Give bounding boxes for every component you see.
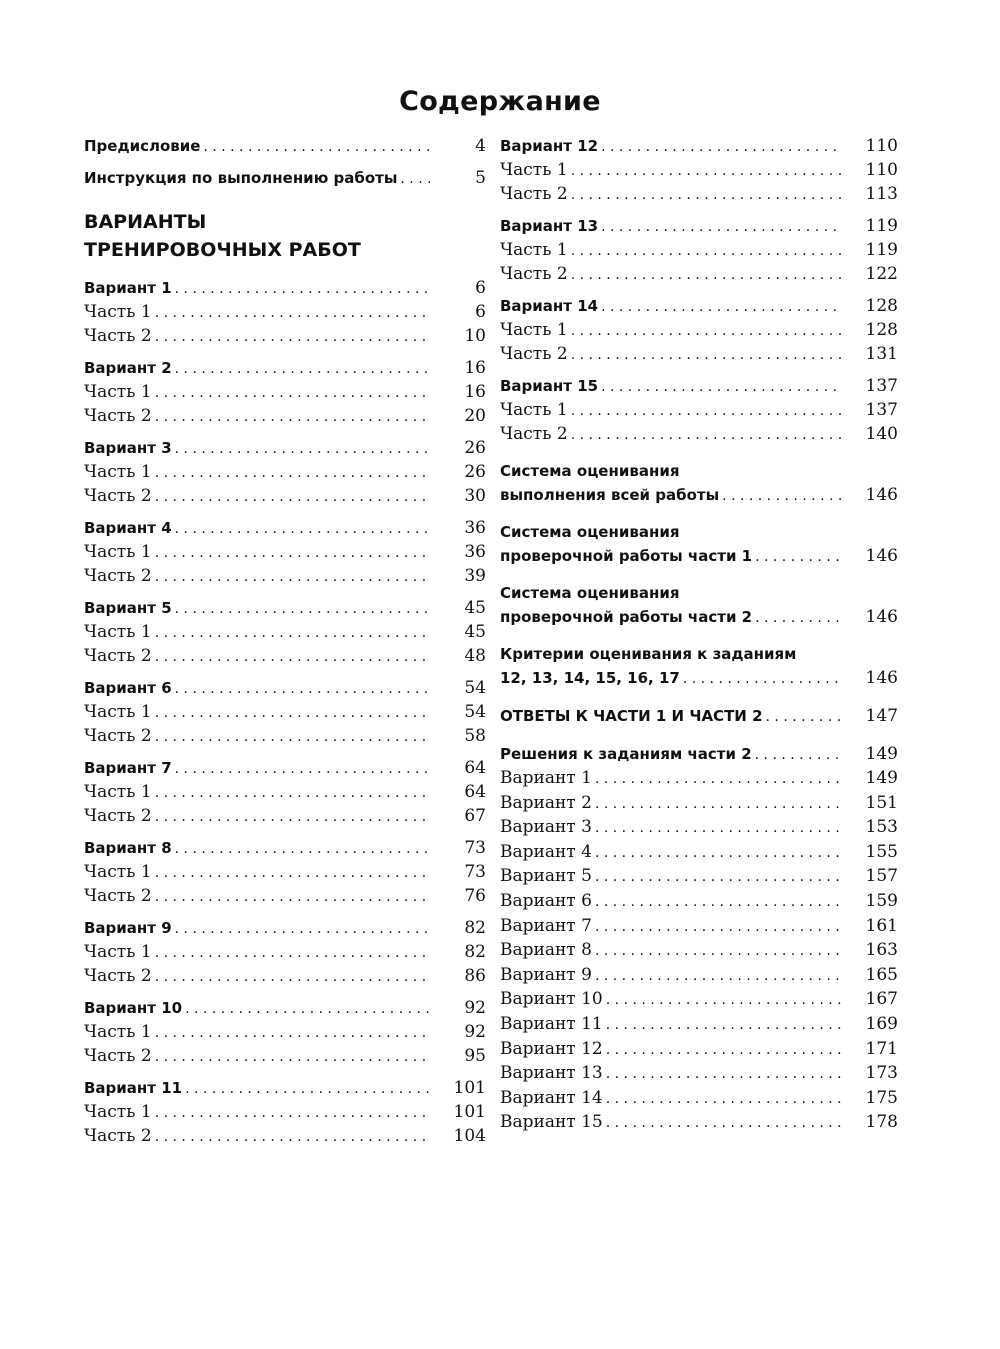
toc-entry-part[interactable] bbox=[84, 484, 486, 508]
toc-entry-part-label: Часть 2 bbox=[500, 424, 568, 444]
toc-entry-solution-variant-page: 159 bbox=[865, 890, 898, 911]
toc-entry-solution-variant-page: 157 bbox=[865, 866, 898, 887]
dot-leader bbox=[155, 861, 430, 885]
toc-entry-variant[interactable] bbox=[84, 1076, 486, 1100]
toc-entry-variant-label: Вариант 14 bbox=[500, 297, 599, 315]
toc-entry-grading-all-page: 146 bbox=[865, 485, 898, 505]
toc-entry-preface-label: Предисловие bbox=[84, 137, 201, 155]
section-heading-line: ВАРИАНТЫ bbox=[84, 211, 207, 233]
dot-leader bbox=[722, 484, 842, 508]
toc-entry-solution-variant-page: 165 bbox=[865, 964, 898, 985]
toc-entry-solutions[interactable] bbox=[500, 742, 898, 766]
toc-entry-solution-variant-label: Вариант 12 bbox=[500, 1038, 603, 1059]
toc-entry-part-page: 36 bbox=[464, 542, 486, 562]
dot-leader bbox=[571, 239, 842, 263]
toc-entry-solution-variant-page: 161 bbox=[865, 915, 898, 936]
dot-leader bbox=[155, 325, 430, 349]
toc-entry-variant-label: Вариант 8 bbox=[84, 839, 172, 857]
toc-entry-variant-label: Вариант 1 bbox=[84, 279, 172, 297]
toc-entry-part-page: 73 bbox=[464, 862, 486, 882]
toc-entry-part-label: Часть 1 bbox=[84, 382, 152, 402]
toc-entry-part-page: 58 bbox=[464, 726, 486, 746]
toc-entry-variant-page: 82 bbox=[464, 918, 486, 938]
toc-entry-grading-all-line1: Система оценивания bbox=[500, 462, 680, 480]
toc-entry-variant-page: 137 bbox=[865, 376, 898, 396]
toc-entry-part-page: 39 bbox=[464, 566, 486, 586]
toc-entry-solution-variant-page: 153 bbox=[865, 817, 898, 838]
toc-entry-solution-variant[interactable] bbox=[500, 840, 898, 865]
toc-entry-solution-variant[interactable] bbox=[500, 766, 898, 791]
toc-entry-solution-variant-page: 178 bbox=[865, 1112, 898, 1133]
dot-leader bbox=[155, 621, 430, 645]
dot-leader bbox=[175, 357, 430, 381]
dot-leader bbox=[155, 1125, 430, 1149]
toc-entry-part[interactable] bbox=[84, 324, 486, 348]
dot-leader bbox=[601, 215, 842, 239]
toc-entry-part-page: 95 bbox=[464, 1046, 486, 1066]
toc-entry-variant[interactable] bbox=[500, 214, 898, 238]
toc-entry-solution-variant-label: Вариант 2 bbox=[500, 792, 592, 813]
toc-entry-answers-page: 147 bbox=[865, 706, 898, 726]
dot-leader bbox=[606, 1038, 842, 1063]
toc-entry-solution-variant-label: Вариант 15 bbox=[500, 1112, 603, 1133]
toc-entry-part-page: 48 bbox=[464, 646, 486, 666]
toc-entry-part-page: 110 bbox=[865, 160, 898, 180]
dot-leader bbox=[595, 816, 842, 841]
toc-entry-part-page: 67 bbox=[464, 806, 486, 826]
toc-entry-preface[interactable] bbox=[84, 134, 486, 158]
dot-leader bbox=[606, 1111, 842, 1136]
dot-leader bbox=[595, 792, 842, 817]
dot-leader bbox=[595, 915, 842, 940]
toc-entry-answers-label: ОТВЕТЫ К ЧАСТИ 1 И ЧАСТИ 2 bbox=[500, 707, 763, 725]
toc-entry-part-label: Часть 2 bbox=[84, 326, 152, 346]
dot-leader bbox=[606, 1087, 842, 1112]
toc-entry-grading-part1[interactable] bbox=[500, 544, 898, 568]
toc-entry-solution-variant-page: 169 bbox=[865, 1013, 898, 1034]
toc-entry-part-label: Часть 1 bbox=[84, 1022, 152, 1042]
dot-leader bbox=[155, 781, 430, 805]
dot-leader bbox=[155, 805, 430, 829]
dot-leader bbox=[155, 405, 430, 429]
dot-leader bbox=[571, 319, 842, 343]
dot-leader bbox=[571, 263, 842, 287]
toc-entry-variant-label: Вариант 7 bbox=[84, 759, 172, 777]
toc-entry-part-label: Часть 2 bbox=[84, 886, 152, 906]
toc-entry-solution-variant-label: Вариант 4 bbox=[500, 841, 592, 862]
toc-entry-solution-variant[interactable] bbox=[500, 1086, 898, 1111]
dot-leader bbox=[155, 1101, 430, 1125]
toc-entry-variant-page: 6 bbox=[475, 278, 486, 298]
dot-leader bbox=[766, 705, 842, 729]
dot-leader bbox=[400, 167, 430, 191]
toc-entry-variant-label: Вариант 3 bbox=[84, 439, 172, 457]
toc-entry-part-page: 140 bbox=[865, 424, 898, 444]
toc-entry-variant[interactable] bbox=[84, 596, 486, 620]
toc-entry-part[interactable] bbox=[84, 644, 486, 668]
toc-entry-part-page: 82 bbox=[464, 942, 486, 962]
toc-left-column bbox=[84, 134, 486, 1148]
toc-entry-part-label: Часть 1 bbox=[84, 622, 152, 642]
toc-entry-part-label: Часть 2 bbox=[500, 264, 568, 284]
toc-entry-part[interactable] bbox=[84, 404, 486, 428]
toc-entry-part[interactable] bbox=[84, 700, 486, 724]
toc-entry-part-label: Часть 2 bbox=[84, 646, 152, 666]
toc-entry-part[interactable] bbox=[84, 884, 486, 908]
toc-entry-solution-variant-page: 173 bbox=[865, 1063, 898, 1084]
toc-entry-variant-page: 54 bbox=[464, 678, 486, 698]
toc-entry-part[interactable] bbox=[500, 182, 898, 206]
toc-entry-solution-variant-label: Вариант 7 bbox=[500, 915, 592, 936]
toc-entry-solution-variant-label: Вариант 8 bbox=[500, 940, 592, 961]
toc-entry-criteria[interactable] bbox=[500, 666, 898, 690]
toc-right-column bbox=[500, 134, 898, 1135]
dot-leader bbox=[683, 667, 842, 691]
toc-entry-variant-page: 26 bbox=[464, 438, 486, 458]
toc-entry-part-label: Часть 1 bbox=[500, 240, 568, 260]
toc-entry-grading-part1-label: проверочной работы части 1 bbox=[500, 547, 753, 565]
toc-entry-part[interactable] bbox=[84, 380, 486, 404]
dot-leader bbox=[155, 885, 430, 909]
toc-entry-instruction-page: 5 bbox=[475, 168, 486, 188]
dot-leader bbox=[606, 1062, 842, 1087]
toc-entry-part-page: 76 bbox=[464, 886, 486, 906]
toc-entry-solution-variant[interactable] bbox=[500, 938, 898, 963]
toc-entry-variant-page: 73 bbox=[464, 838, 486, 858]
toc-entry-variant-page: 16 bbox=[464, 358, 486, 378]
dot-leader bbox=[571, 159, 842, 183]
dot-leader bbox=[155, 565, 430, 589]
toc-entry-solution-variant-label: Вариант 3 bbox=[500, 817, 592, 838]
dot-leader bbox=[175, 757, 430, 781]
toc-entry-part[interactable] bbox=[84, 460, 486, 484]
dot-leader bbox=[155, 645, 430, 669]
toc-entry-part-label: Часть 1 bbox=[500, 320, 568, 340]
dot-leader bbox=[155, 485, 430, 509]
dot-leader bbox=[155, 941, 430, 965]
toc-entry-variant-page: 92 bbox=[464, 998, 486, 1018]
toc-entry-variant-label: Вариант 15 bbox=[500, 377, 599, 395]
toc-entry-solution-variant[interactable] bbox=[500, 987, 898, 1012]
toc-entry-part-page: 86 bbox=[464, 966, 486, 986]
dot-leader bbox=[601, 375, 842, 399]
toc-entry-variant[interactable] bbox=[84, 756, 486, 780]
toc-entry-variant-page: 110 bbox=[865, 136, 898, 156]
toc-entry-solution-variant-page: 171 bbox=[865, 1038, 898, 1059]
toc-entry-criteria-page: 146 bbox=[865, 668, 898, 688]
page-title: Содержание bbox=[399, 86, 601, 117]
dot-leader bbox=[155, 1021, 430, 1045]
toc-entry-part[interactable] bbox=[84, 540, 486, 564]
dot-leader bbox=[595, 841, 842, 866]
toc-entry-solution-variant[interactable] bbox=[500, 1110, 898, 1135]
toc-entry-variant[interactable] bbox=[84, 676, 486, 700]
toc-entry-part[interactable] bbox=[500, 238, 898, 262]
toc-entry-part[interactable] bbox=[84, 564, 486, 588]
toc-entry-part-label: Часть 1 bbox=[84, 782, 152, 802]
dot-leader bbox=[175, 677, 430, 701]
toc-entry-instruction-label: Инструкция по выполнению работы bbox=[84, 169, 398, 187]
toc-entry-variant-label: Вариант 2 bbox=[84, 359, 172, 377]
dot-leader bbox=[203, 135, 430, 159]
toc-entry-variant-label: Вариант 6 bbox=[84, 679, 172, 697]
dot-leader bbox=[185, 997, 430, 1021]
toc-entry-part[interactable] bbox=[500, 318, 898, 342]
section-heading-line: ТРЕНИРОВОЧНЫХ РАБОТ bbox=[84, 239, 361, 261]
toc-entry-part[interactable] bbox=[84, 1044, 486, 1068]
toc-entry-solution-variant-label: Вариант 6 bbox=[500, 890, 592, 911]
toc-entry-instruction[interactable] bbox=[84, 166, 486, 190]
toc-entry-variant-page: 45 bbox=[464, 598, 486, 618]
toc-entry-solution-variant[interactable] bbox=[500, 963, 898, 988]
toc-entry-variant[interactable] bbox=[84, 916, 486, 940]
toc-entry-part[interactable] bbox=[500, 422, 898, 446]
dot-leader bbox=[175, 517, 430, 541]
toc-entry-part-label: Часть 1 bbox=[84, 302, 152, 322]
toc-entry-part-label: Часть 2 bbox=[84, 406, 152, 426]
toc-entry-part-page: 16 bbox=[464, 382, 486, 402]
toc-entry-part-label: Часть 2 bbox=[84, 806, 152, 826]
toc-entry-part-label: Часть 2 bbox=[84, 1126, 152, 1146]
dot-leader bbox=[571, 183, 842, 207]
toc-entry-part-page: 54 bbox=[464, 702, 486, 722]
toc-entry-variant[interactable] bbox=[84, 516, 486, 540]
toc-entry-solutions-page: 149 bbox=[865, 744, 898, 764]
toc-entry-part[interactable] bbox=[500, 158, 898, 182]
toc-entry-part-label: Часть 1 bbox=[84, 702, 152, 722]
toc-entry-part[interactable] bbox=[84, 940, 486, 964]
dot-leader bbox=[755, 606, 842, 630]
dot-leader bbox=[175, 917, 430, 941]
toc-entry-grading-all[interactable] bbox=[500, 483, 898, 507]
toc-entry-variant-label: Вариант 13 bbox=[500, 217, 599, 235]
dot-leader bbox=[595, 890, 842, 915]
dot-leader bbox=[155, 701, 430, 725]
dot-leader bbox=[595, 939, 842, 964]
toc-entry-variant-page: 128 bbox=[865, 296, 898, 316]
dot-leader bbox=[185, 1077, 430, 1101]
toc-entry-solution-variant-page: 149 bbox=[865, 768, 898, 788]
toc-entry-variant[interactable] bbox=[84, 996, 486, 1020]
toc-entry-solution-variant[interactable] bbox=[500, 791, 898, 816]
toc-entry-part-page: 10 bbox=[464, 326, 486, 346]
toc-entry-variant[interactable] bbox=[500, 294, 898, 318]
dot-leader bbox=[175, 837, 430, 861]
dot-leader bbox=[155, 541, 430, 565]
toc-entry-part-page: 137 bbox=[865, 400, 898, 420]
dot-leader bbox=[571, 423, 842, 447]
toc-entry-variant-label: Вариант 10 bbox=[84, 999, 183, 1017]
toc-entry-solution-variant-label: Вариант 11 bbox=[500, 1013, 603, 1034]
toc-entry-variant-label: Вариант 5 bbox=[84, 599, 172, 617]
dot-leader bbox=[155, 725, 430, 749]
toc-entry-part[interactable] bbox=[500, 262, 898, 286]
toc-entry-variant-page: 101 bbox=[453, 1078, 486, 1098]
toc-entry-part-page: 128 bbox=[865, 320, 898, 340]
toc-entry-variant-page: 119 bbox=[865, 216, 898, 236]
toc-entry-solution-variant[interactable] bbox=[500, 815, 898, 840]
toc-entry-grading-part2-label: проверочной работы части 2 bbox=[500, 608, 753, 626]
toc-entry-part-page: 113 bbox=[865, 184, 898, 204]
toc-entry-solution-variant[interactable] bbox=[500, 1061, 898, 1086]
toc-entry-part-label: Часть 1 bbox=[84, 462, 152, 482]
dot-leader bbox=[155, 461, 430, 485]
toc-entry-grading-all-label: выполнения всей работы bbox=[500, 486, 720, 504]
toc-entry-criteria-line1: Критерии оценивания к заданиям bbox=[500, 645, 797, 663]
toc-entry-variant-page: 64 bbox=[464, 758, 486, 778]
toc-entry-part-page: 104 bbox=[453, 1126, 486, 1146]
dot-leader bbox=[175, 597, 430, 621]
toc-entry-solution-variant-label: Вариант 13 bbox=[500, 1063, 603, 1084]
toc-entry-variant-page: 36 bbox=[464, 518, 486, 538]
toc-entry-part[interactable] bbox=[84, 804, 486, 828]
toc-entry-part-label: Часть 2 bbox=[500, 184, 568, 204]
dot-leader bbox=[755, 545, 842, 569]
toc-entry-part[interactable] bbox=[500, 342, 898, 366]
dot-leader bbox=[755, 743, 842, 767]
toc-entry-variant[interactable] bbox=[84, 356, 486, 380]
dot-leader bbox=[155, 965, 430, 989]
toc-entry-part[interactable] bbox=[84, 620, 486, 644]
toc-entry-part[interactable] bbox=[84, 1124, 486, 1148]
toc-entry-variant[interactable] bbox=[84, 436, 486, 460]
toc-entry-grading-part2-page: 146 bbox=[865, 607, 898, 627]
toc-entry-variant-label: Вариант 9 bbox=[84, 919, 172, 937]
toc-entry-part[interactable] bbox=[84, 724, 486, 748]
toc-entry-solution-variant[interactable] bbox=[500, 889, 898, 914]
toc-entry-grading-part2-line1: Система оценивания bbox=[500, 584, 680, 602]
toc-entry-part-page: 64 bbox=[464, 782, 486, 802]
toc-entry-part-page: 131 bbox=[865, 344, 898, 364]
toc-entry-criteria-label: 12, 13, 14, 15, 16, 17 bbox=[500, 669, 680, 687]
toc-entry-solution-variant-page: 175 bbox=[865, 1087, 898, 1108]
toc-entry-part-page: 20 bbox=[464, 406, 486, 426]
toc-entry-part-page: 30 bbox=[464, 486, 486, 506]
toc-entry-part-label: Часть 2 bbox=[84, 486, 152, 506]
toc-entry-variant-label: Вариант 11 bbox=[84, 1079, 183, 1097]
toc-entry-part[interactable] bbox=[84, 860, 486, 884]
toc-entry-solution-variant-label: Вариант 10 bbox=[500, 989, 603, 1010]
toc-entry-variant[interactable] bbox=[84, 836, 486, 860]
toc-entry-part-label: Часть 1 bbox=[500, 400, 568, 420]
toc-entry-solution-variant-page: 151 bbox=[865, 792, 898, 813]
toc-entry-variant[interactable] bbox=[500, 374, 898, 398]
dot-leader bbox=[175, 437, 430, 461]
toc-entry-solution-variant[interactable] bbox=[500, 914, 898, 939]
dot-leader bbox=[601, 295, 842, 319]
toc-entry-part[interactable] bbox=[84, 1020, 486, 1044]
toc-entry-part-label: Часть 1 bbox=[84, 542, 152, 562]
toc-entry-part-label: Часть 1 bbox=[84, 942, 152, 962]
toc-entry-variant-label: Вариант 12 bbox=[500, 137, 599, 155]
toc-entry-part-label: Часть 2 bbox=[84, 566, 152, 586]
toc-entry-solution-variant-label: Вариант 5 bbox=[500, 866, 592, 887]
toc-entry-solution-variant-label: Вариант 1 bbox=[500, 768, 592, 788]
toc-entry-variant[interactable] bbox=[500, 134, 898, 158]
toc-entry-part-label: Часть 2 bbox=[84, 1046, 152, 1066]
dot-leader bbox=[155, 301, 430, 325]
dot-leader bbox=[571, 399, 842, 423]
toc-entry-part-page: 92 bbox=[464, 1022, 486, 1042]
toc-entry-grading-part2[interactable] bbox=[500, 605, 898, 629]
toc-entry-part[interactable] bbox=[84, 1100, 486, 1124]
toc-entry-solution-variant-page: 155 bbox=[865, 841, 898, 862]
toc-entry-preface-page: 4 bbox=[475, 136, 486, 156]
toc-entry-part-page: 119 bbox=[865, 240, 898, 260]
toc-entry-solution-variant-label: Вариант 9 bbox=[500, 964, 592, 985]
dot-leader bbox=[155, 1045, 430, 1069]
toc-entry-part-label: Часть 1 bbox=[500, 160, 568, 180]
dot-leader bbox=[601, 135, 842, 159]
toc-entry-part-page: 122 bbox=[865, 264, 898, 284]
toc-entry-part[interactable] bbox=[84, 964, 486, 988]
toc-entry-solutions-label: Решения к заданиям части 2 bbox=[500, 745, 752, 763]
section-heading-variants bbox=[84, 208, 486, 264]
toc-entry-grading-part1-page: 146 bbox=[865, 546, 898, 566]
toc-entry-part-page: 26 bbox=[464, 462, 486, 482]
toc-entry-variant-label: Вариант 4 bbox=[84, 519, 172, 537]
toc-entry-part[interactable] bbox=[500, 398, 898, 422]
toc-entry-part-label: Часть 1 bbox=[84, 862, 152, 882]
toc-entry-answers[interactable] bbox=[500, 704, 898, 728]
toc-entry-part-page: 45 bbox=[464, 622, 486, 642]
toc-entry-solution-variant-page: 167 bbox=[865, 989, 898, 1010]
dot-leader bbox=[595, 865, 842, 890]
toc-entry-part-label: Часть 1 bbox=[84, 1102, 152, 1122]
toc-entry-part-label: Часть 2 bbox=[500, 344, 568, 364]
toc-entry-solution-variant[interactable] bbox=[500, 1012, 898, 1037]
toc-entry-part-label: Часть 2 bbox=[84, 966, 152, 986]
dot-leader bbox=[606, 988, 842, 1013]
dot-leader bbox=[175, 277, 430, 301]
dot-leader bbox=[595, 964, 842, 989]
toc-entry-part-label: Часть 2 bbox=[84, 726, 152, 746]
toc-entry-part[interactable] bbox=[84, 300, 486, 324]
toc-entry-part[interactable] bbox=[84, 780, 486, 804]
toc-entry-part-page: 101 bbox=[453, 1102, 486, 1122]
dot-leader bbox=[595, 767, 842, 792]
dot-leader bbox=[155, 381, 430, 405]
toc-entry-solution-variant-label: Вариант 14 bbox=[500, 1087, 603, 1108]
toc-entry-solution-variant[interactable] bbox=[500, 1037, 898, 1062]
toc-entry-grading-part1-line1: Система оценивания bbox=[500, 523, 680, 541]
dot-leader bbox=[571, 343, 842, 367]
toc-entry-part-page: 6 bbox=[475, 302, 486, 322]
toc-entry-solution-variant-page: 163 bbox=[865, 940, 898, 961]
toc-entry-variant[interactable] bbox=[84, 276, 486, 300]
toc-entry-solution-variant[interactable] bbox=[500, 864, 898, 889]
dot-leader bbox=[606, 1013, 842, 1038]
